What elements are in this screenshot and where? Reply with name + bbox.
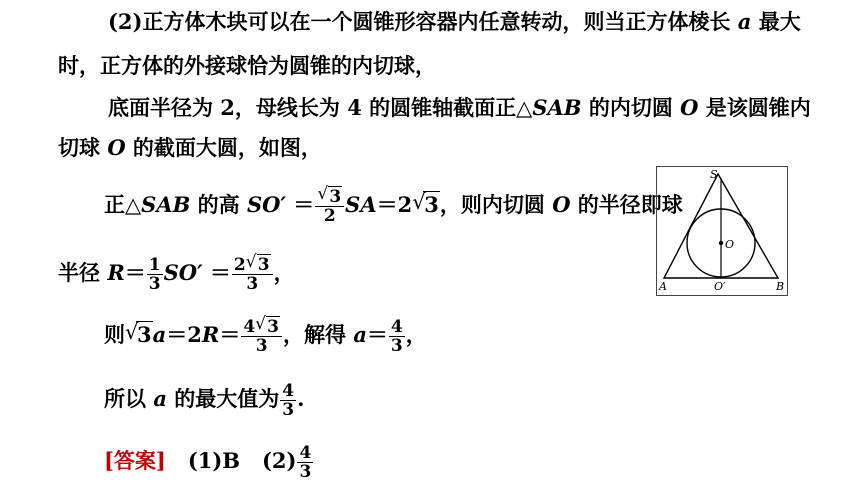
paragraph-line-8: 所以 a 的最大值为 $\frac{4}{3}$ .	[104, 381, 305, 420]
cone-cross-section-figure	[656, 166, 788, 296]
label-o: O	[725, 238, 735, 251]
fraction-4-over-3: $\frac{4}{3}$	[390, 317, 403, 356]
paragraph-line-6: 半径 R＝ $\frac{1}{3}$ SO′ ＝ 2 √ 3 3 ，	[58, 252, 295, 294]
figure-border	[657, 167, 788, 296]
paragraph-line-2: 时，正方体的外接球恰为圆锥的内切球，	[58, 53, 436, 78]
label-a: A	[659, 280, 667, 293]
paragraph-line-1: (2)正方体木块可以在一个圆锥形容器内任意转动，则当正方体棱长 a 最大	[108, 9, 801, 34]
fraction-4-over-3: $\frac{4}{3}$	[282, 381, 295, 420]
fraction-2sqrt3-over-3: 2 √ 3 3	[232, 256, 273, 293]
center-dot-o	[719, 241, 723, 245]
answer-line: [答案] (1)B (2) $\frac{4}{3}$	[104, 443, 312, 482]
sqrt-3: √ 3	[125, 320, 152, 347]
label-o-prime: O′	[714, 280, 726, 293]
paragraph-line-5: 正△SAB 的高 SO′ ＝ √ 3 2 SA＝2 √ 3，则内切圆 O 的半径即球	[104, 184, 683, 226]
variable-a: a	[737, 9, 752, 34]
paragraph-line-7: 则 √ 3a＝2R＝ 4 √ 3 3 ，解得 a＝ $\frac{4}{3}$ ，	[104, 314, 427, 356]
label-b: B	[776, 280, 785, 293]
answer-label: [答案]	[104, 448, 166, 473]
sqrt-3: √ 3	[412, 190, 439, 217]
paragraph-line-4: 切球 O 的截面大圆，如图，	[58, 135, 322, 160]
fraction-sqrt3-over-2: √ 3 2	[315, 188, 344, 225]
fraction-4sqrt3-over-3: 4 √ 3 3	[241, 318, 282, 355]
fraction-4-over-3: $\frac{4}{3}$	[299, 443, 312, 482]
paragraph-line-3: 底面半径为 2，母线长为 4 的圆锥轴截面正△SAB 的内切圆 O 是该圆锥内	[108, 95, 811, 120]
fraction-1-over-3: $\frac{1}{3}$	[148, 255, 161, 294]
label-s: S	[710, 168, 718, 181]
